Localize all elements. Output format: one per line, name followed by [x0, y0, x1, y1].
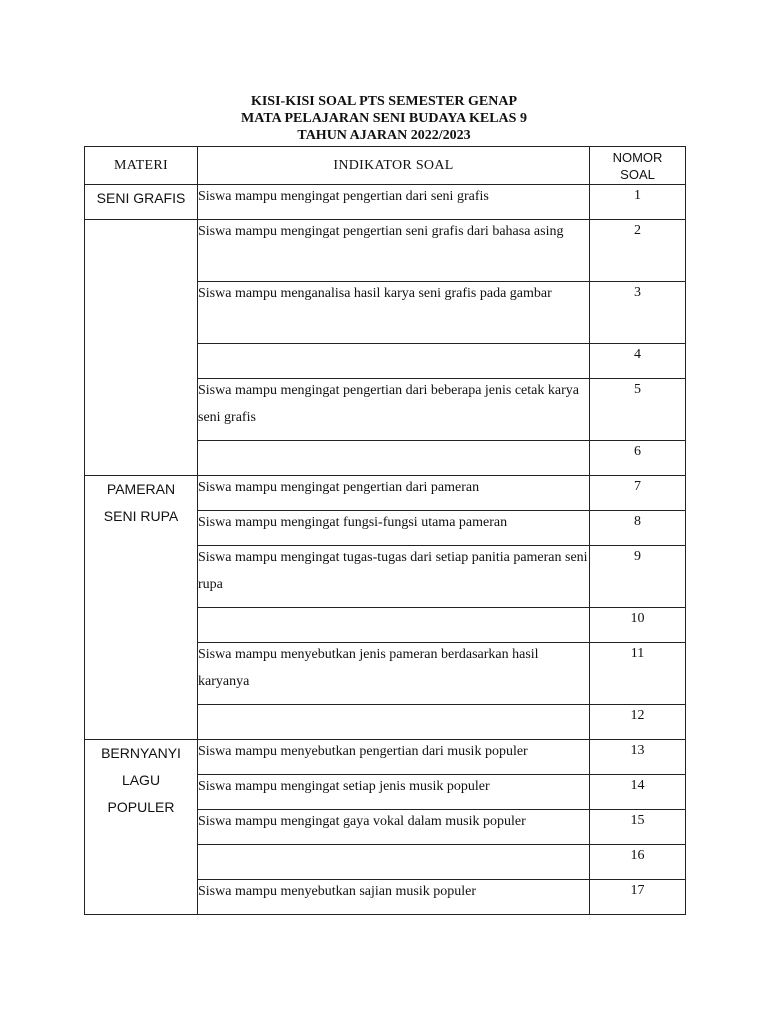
indikator-cell — [198, 476, 590, 511]
title-line-3: TAHUN AJARAN 2022/2023 — [297, 128, 471, 143]
indikator-text: Siswa mampu mengingat fungsi-fungsi utama pameran — [198, 515, 508, 530]
table-header-row — [85, 147, 686, 185]
document-title — [0, 93, 768, 144]
indikator-text: Siswa mampu mengingat pengertian dari pameran — [198, 480, 480, 495]
indikator-cell — [198, 810, 590, 845]
materi-bernyanyi-line1: BERNYANYI — [101, 745, 181, 761]
header-nomor — [590, 147, 686, 185]
nomor-cell: 4 — [590, 344, 686, 379]
nomor-cell: 14 — [590, 775, 686, 810]
indikator-cell — [198, 441, 590, 476]
indikator-text: Siswa mampu menyebutkan pengertian dari musik populer — [198, 744, 528, 759]
indikator-cell — [198, 344, 590, 379]
indikator-text: Siswa mampu mengingat pengertian dari beberapa jenis cetak karya seni grafis — [198, 383, 579, 425]
header-nomor-line2: SOAL — [620, 166, 655, 182]
indikator-cell — [198, 880, 590, 915]
indikator-cell — [198, 546, 590, 608]
indikator-cell — [198, 220, 590, 282]
materi-pameran-line1: PAMERAN — [106, 481, 176, 497]
indikator-cell — [198, 282, 590, 344]
table-row — [85, 476, 686, 511]
indikator-cell — [198, 775, 590, 810]
title-line-1: KISI-KISI SOAL PTS SEMESTER GENAP — [250, 94, 518, 109]
indikator-cell — [198, 511, 590, 546]
indikator-text: Siswa mampu menyebutkan sajian musik populer — [198, 884, 477, 899]
header-nomor-line1: NOMOR — [612, 149, 663, 165]
indikator-cell — [198, 643, 590, 705]
table-row — [85, 185, 686, 220]
materi-pameran-seni-rupa — [85, 476, 198, 740]
indikator-text: Siswa mampu mengingat gaya vokal dalam musik populer — [198, 814, 526, 829]
table-row — [85, 220, 686, 282]
indikator-text: Siswa mampu menganalisa hasil karya seni grafis pada gambar — [198, 286, 552, 301]
indikator-text: Siswa mampu mengingat tugas-tugas dari setiap panitia pameran seni rupa — [198, 550, 588, 592]
kisi-kisi-table — [84, 146, 686, 915]
indikator-cell — [198, 185, 590, 220]
nomor-cell: 5 — [590, 379, 686, 441]
indikator-text: Siswa mampu mengingat pengertian dari seni grafis — [198, 189, 489, 204]
indikator-cell — [198, 705, 590, 740]
nomor-cell: 12 — [590, 705, 686, 740]
nomor-cell: 9 — [590, 546, 686, 608]
header-materi: MATERI — [85, 147, 198, 185]
materi-bernyanyi-line2: LAGU — [121, 772, 161, 788]
nomor-cell: 13 — [590, 740, 686, 775]
indikator-cell — [198, 379, 590, 441]
nomor-cell: 2 — [590, 220, 686, 282]
materi-seni-grafis: SENI GRAFIS — [85, 185, 198, 220]
nomor-cell: 1 — [590, 185, 686, 220]
nomor-cell: 3 — [590, 282, 686, 344]
nomor-cell: 7 — [590, 476, 686, 511]
materi-pameran-line2: SENI RUPA — [103, 508, 179, 524]
materi-bernyanyi-line3: POPULER — [107, 799, 175, 815]
nomor-cell: 10 — [590, 608, 686, 643]
materi-empty — [85, 220, 198, 476]
table-row — [85, 740, 686, 775]
indikator-cell — [198, 608, 590, 643]
nomor-cell: 6 — [590, 441, 686, 476]
indikator-text: Siswa mampu menyebutkan jenis pameran berdasarkan hasil karyanya — [198, 647, 539, 689]
nomor-cell: 17 — [590, 880, 686, 915]
nomor-cell: 15 — [590, 810, 686, 845]
indikator-text: Siswa mampu mengingat setiap jenis musik populer — [198, 779, 490, 794]
header-indikator: INDIKATOR SOAL — [198, 147, 590, 185]
nomor-cell: 16 — [590, 845, 686, 880]
indikator-cell — [198, 740, 590, 775]
nomor-cell: 11 — [590, 643, 686, 705]
indikator-cell — [198, 845, 590, 880]
nomor-cell: 8 — [590, 511, 686, 546]
indikator-text: Siswa mampu mengingat pengertian seni grafis dari bahasa asing — [198, 224, 564, 239]
title-line-2: MATA PELAJARAN SENI BUDAYA KELAS 9 — [241, 111, 527, 126]
materi-bernyanyi-lagu-populer — [85, 740, 198, 915]
